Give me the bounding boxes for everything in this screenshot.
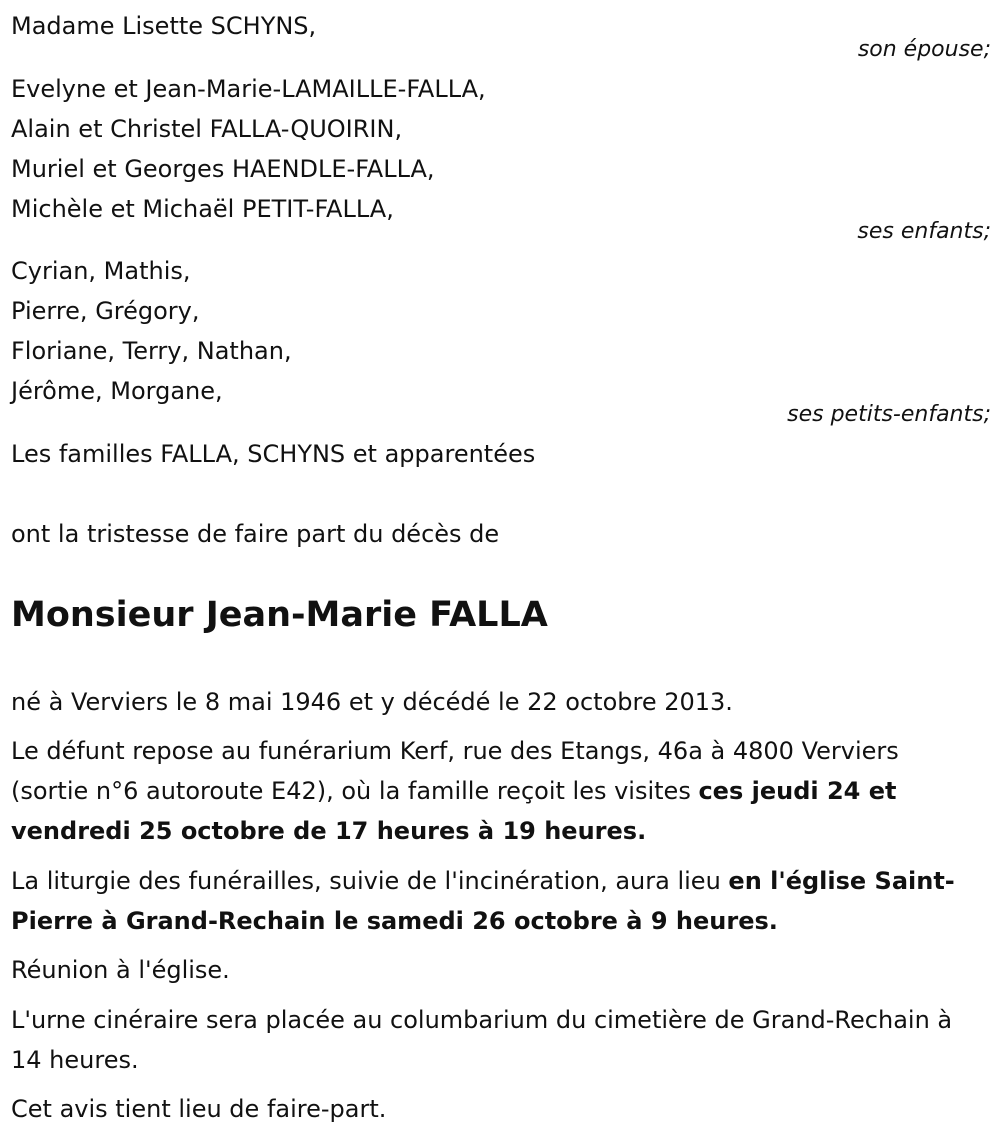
grandchild-line: Pierre, Grégory, <box>11 297 200 325</box>
child-line: Michèle et Michaël PETIT-FALLA, <box>11 195 394 223</box>
grandchildren-role: ses petits-enfants; <box>787 402 991 427</box>
child-line: Muriel et Georges HAENDLE-FALLA, <box>11 155 435 183</box>
liturgy-text: La liturgie des funérailles, suivie de l'incinération, aura lieu <box>11 867 729 895</box>
liturgy-paragraph <box>11 861 981 941</box>
visiting-hours: ces jeudi 24 et vendredi 25 octobre de 17 heures à 19 heures. <box>11 777 897 845</box>
grandchild-line: Floriane, Terry, Nathan, <box>11 337 292 365</box>
spouse-name: Madame Lisette SCHYNS, <box>11 12 317 40</box>
child-line: Evelyne et Jean-Marie-LAMAILLE-FALLA, <box>11 75 486 103</box>
families-line: Les familles FALLA, SCHYNS et apparentées <box>11 440 536 468</box>
closing-line: Cet avis tient lieu de faire-part. <box>11 1095 387 1123</box>
announcement-line: ont la tristesse de faire part du décès de <box>11 520 500 548</box>
child-line: Alain et Christel FALLA-QUOIRIN, <box>11 115 403 143</box>
urn-paragraph: L'urne cinéraire sera placée au columbarium du cimetière de Grand-Rechain à 14 heures. <box>11 1006 953 1074</box>
liturgy-details: en l'église Saint-Pierre à Grand-Rechain le samedi 26 octobre à 9 heures. <box>11 867 955 935</box>
deceased-name: Monsieur Jean-Marie FALLA <box>11 595 548 635</box>
gathering-line: Réunion à l'église. <box>11 956 230 984</box>
grandchild-line: Cyrian, Mathis, <box>11 257 191 285</box>
spouse-role: son épouse; <box>857 37 991 62</box>
repose-paragraph <box>11 731 981 851</box>
obituary-notice <box>11 0 991 1145</box>
grandchild-line: Jérôme, Morgane, <box>11 377 223 405</box>
children-role: ses enfants; <box>857 219 991 244</box>
birth-death-line: né à Verviers le 8 mai 1946 et y décédé le 22 octobre 2013. <box>11 688 733 716</box>
repose-text: Le défunt repose au funérarium Kerf, rue des Etangs, 46a à 4800 Verviers (sortie n°6 autoroute E42), où la famille reçoit les visites <box>11 737 899 805</box>
